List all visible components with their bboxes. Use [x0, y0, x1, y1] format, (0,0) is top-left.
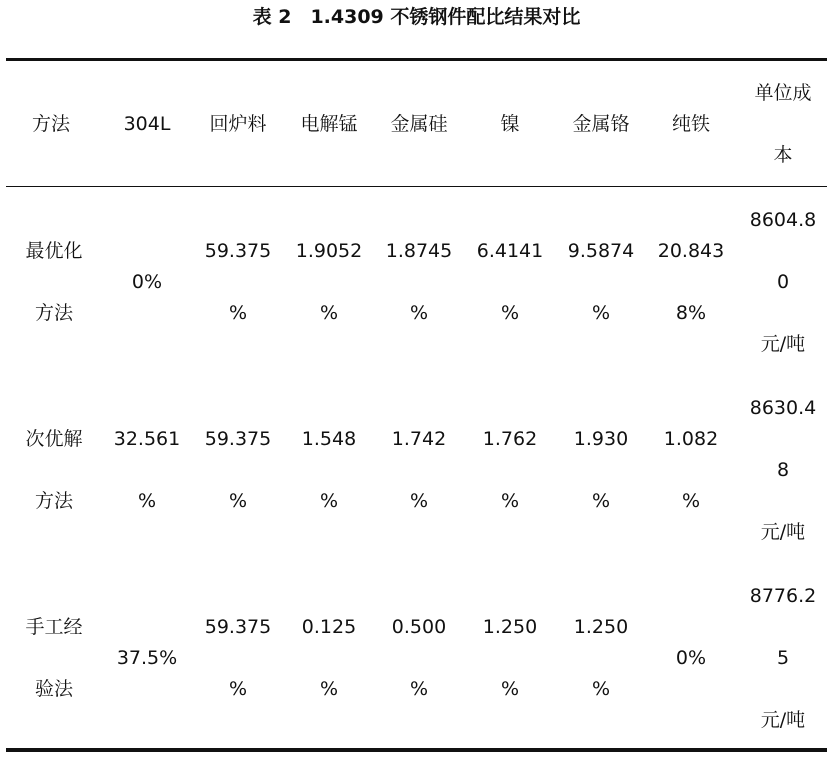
value-cell: 0% [675, 647, 707, 669]
method-cell: 最优化 方法 [25, 240, 83, 324]
value-cell: 1.9052 % [295, 240, 363, 324]
value-cell: 9.5874 % [567, 240, 635, 324]
table-row [0, 188, 833, 376]
value-cell: 6.4141 % [476, 240, 544, 324]
table-caption: 表 2 1.4309 不锈钢件配比结果对比 [252, 6, 581, 28]
value-cell: 1.250 % [573, 616, 629, 700]
value-cell: 20.843 8% [657, 240, 725, 324]
value-cell: 59.375 % [204, 428, 272, 512]
cost-cell: 8630.4 8 元/吨 [749, 397, 817, 543]
header-silicon-metal: 金属硅 [390, 113, 448, 135]
table-row [0, 376, 833, 564]
header-unit-cost: 单位成 本 [754, 82, 812, 166]
header-rule [6, 186, 827, 187]
header-chromium-metal: 金属铬 [572, 113, 630, 135]
top-rule [6, 58, 827, 61]
cost-cell: 8776.2 5 元/吨 [749, 585, 817, 731]
value-cell: 59.375 % [204, 616, 272, 700]
method-cell: 次优解 方法 [25, 428, 83, 512]
header-nickel: 镍 [500, 113, 520, 135]
value-cell: 37.5% [116, 647, 178, 669]
value-cell: 1.548 % [301, 428, 357, 512]
cost-cell: 8604.8 0 元/吨 [749, 209, 817, 355]
value-cell: 1.250 % [482, 616, 538, 700]
value-cell: 1.8745 % [385, 240, 453, 324]
header-return-material: 回炉料 [209, 113, 267, 135]
value-cell: 1.930 % [573, 428, 629, 512]
header-electrolytic-manganese: 电解锰 [300, 113, 358, 135]
value-cell: 1.742 % [391, 428, 447, 512]
header-pure-iron: 纯铁 [671, 113, 710, 135]
bottom-rule [6, 748, 827, 752]
value-cell: 1.762 % [482, 428, 538, 512]
value-cell: 0.500 % [391, 616, 447, 700]
value-cell: 0.125 % [301, 616, 357, 700]
method-cell: 手工经 验法 [25, 616, 83, 700]
value-cell: 0% [131, 271, 163, 293]
value-cell: 1.082 % [663, 428, 719, 512]
value-cell: 59.375 % [204, 240, 272, 324]
table-row [0, 564, 833, 752]
value-cell: 32.561 % [113, 428, 181, 512]
header-304l: 304L [123, 113, 171, 135]
header-method: 方法 [31, 113, 70, 135]
